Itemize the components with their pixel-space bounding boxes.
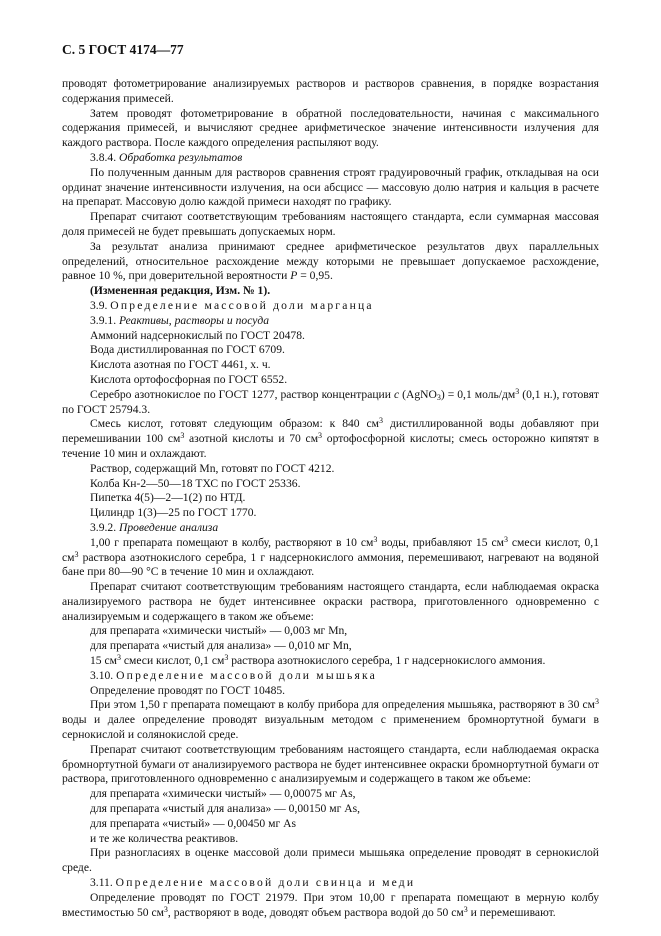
section-heading-3-11: 3.11. Определение массовой доли свинца и меди [90,876,416,890]
reagent-item: Колба Кн-2—50—18 ТХС по ГОСТ 25336. [90,476,301,490]
paragraph: 1,00 г препарата помещают в колбу, растворяют в 10 $см^3$ воды, прибавляют 15 $см^3$ смеси кислот, 0,1 $см^3$ раствора азотнокислого серебра, 1 г надсернокислого аммония, перемешивают, нагревают на водяной бане при 80—90 °С в течение 10 мин и охлаждают. [62,534,600,579]
reagent-item: Кислота азотная по ГОСТ 4461, х. ч. [90,358,271,372]
paragraph: За результат анализа принимают среднее арифметическое результатов двух параллельных определений, относительное расхождение между которыми не превышает допускаемое расхождение, равное 10 %, при доверительной вероятности P = 0,95. [62,239,599,283]
page-header: С. 5 ГОСТ 4174—77 [62,42,184,57]
list-item: для препарата «чистый для анализа» — 0,00150 мг As, [90,802,361,816]
reagent-item: Вода дистиллированная по ГОСТ 6709. [90,343,285,357]
section-heading-3-8-4: 3.8.4. Обработка результатов [90,150,243,164]
paragraph: Препарат считают соответствующим требованиям настоящего стандарта, если суммарная массовая доля примесей не будет превышать допускаемых норм. [62,210,599,238]
list-item: 15 $см^3$ смеси кислот, 0,1 $см^3$ раствора азотнокислого серебра, 1 г надсернокислого аммония. [90,653,546,668]
paragraph: Определение проводят по ГОСТ 10485. [90,683,286,697]
reagent-item: Кислота ортофосфорная по ГОСТ 6552. [90,372,288,386]
paragraph: По полученным данным для растворов сравнения строят градуировочный график, откладывая на оси ординат значение интенсивности излучения, на оси абсцисс — массовую долю натрия и кальция в расчете на препарат. Массовую долю каждой примеси находят по графику. [62,165,599,209]
paragraph: проводят фотометрирование анализируемых растворов и растворов сравнения, в порядке возрастания содержания примесей. [62,77,599,105]
reagent-item: Пипетка 4(5)—2—1(2) по НТД. [90,491,246,505]
reagent-item: Раствор, содержащий Mn, готовят по ГОСТ 4212. [90,461,335,475]
reagent-item: Цилиндр 1(3)—25 по ГОСТ 1770. [90,506,257,520]
section-heading-3-9: 3.9. Определение массовой доли марганца [90,298,374,312]
section-heading-3-9-2: 3.9.2. Проведение анализа [90,520,219,534]
section-heading-3-9-1: 3.9.1. Реактивы, растворы и посуда [90,313,270,327]
document-body [62,77,599,920]
list-item: и те же количества реактивов. [90,831,239,845]
list-item: для препарата «химически чистый» — 0,003 мг Mn, [90,624,348,638]
list-item: для препарата «химически чистый» — 0,00075 мг As, [90,787,356,801]
list-item: для препарата «чистый для анализа» — 0,010 мг Mn, [90,639,352,653]
edit-note: (Измененная редакция, Изм. № 1). [90,284,271,298]
reagent-item: Смесь кислот, готовят следующим образом: к 840 $см^3$ дистиллированной воды добавляют при перемешивании 100 $см^3$ азотной кислоты и 70 $см^3$ ортофосфорной кислоты; смесь осторожно кипятят в течение 10 мин и охлаждают. [62,416,599,460]
list-item: для препарата «чистый» — 0,00450 мг As [90,816,296,830]
paragraph: Препарат считают соответствующим требованиям настоящего стандарта, если наблюдаемая окраска анализируемого раствора не будет интенсивнее окраски раствора, приготовленного одновременно с анализируемым и содержащего в таком же объеме: [62,580,599,623]
section-heading-3-10: 3.10. Определение массовой доли мышьяка [90,668,377,682]
reagent-item: Серебро азотнокислое по ГОСТ 1277, раствор концентрации c (AgNO$_3$) = 0,1 моль/$дм^3$ (0,1 н.), готовят по ГОСТ 25794.3. [62,386,599,416]
paragraph: Препарат считают соответствующим требованиям настоящего стандарта, если наблюдаемая окраска бромнортутной бумаги от анализируемого раствора не будет интенсивнее окраски бромнортутной бумаги от раствора, приготовленного одновременно с анализируемым и содержащего в таком же объеме: [62,742,599,786]
paragraph: При разногласиях в оценке массовой доли примеси мышьяка определение проводят в сернокислой среде. [62,846,599,875]
paragraph: Затем проводят фотометрирование в обратной последовательности, начиная с максимального содержания примесей, и вычисляют среднее арифметическое значение интенсивности излучения для каждого раствора. После каждого определения распыляют воду. [62,106,599,150]
paragraph: При этом 1,50 г препарата помещают в колбу прибора для определения мышьяка, растворяют в 30 $см^3$ воды и далее определение проводят визуальным методом с применением бромнортутной бумаги в сернокислой и солянокислой среде. [62,697,599,742]
reagent-item: Аммоний надсернокислый по ГОСТ 20478. [90,328,305,342]
paragraph: Определение проводят по ГОСТ 21979. При этом 10,00 г препарата помещают в мерную колбу вместимостью 50 $см^3$, растворяют в воде, доводят объем раствора водой до 50 $см^3$ и перемешивают. [62,890,599,919]
